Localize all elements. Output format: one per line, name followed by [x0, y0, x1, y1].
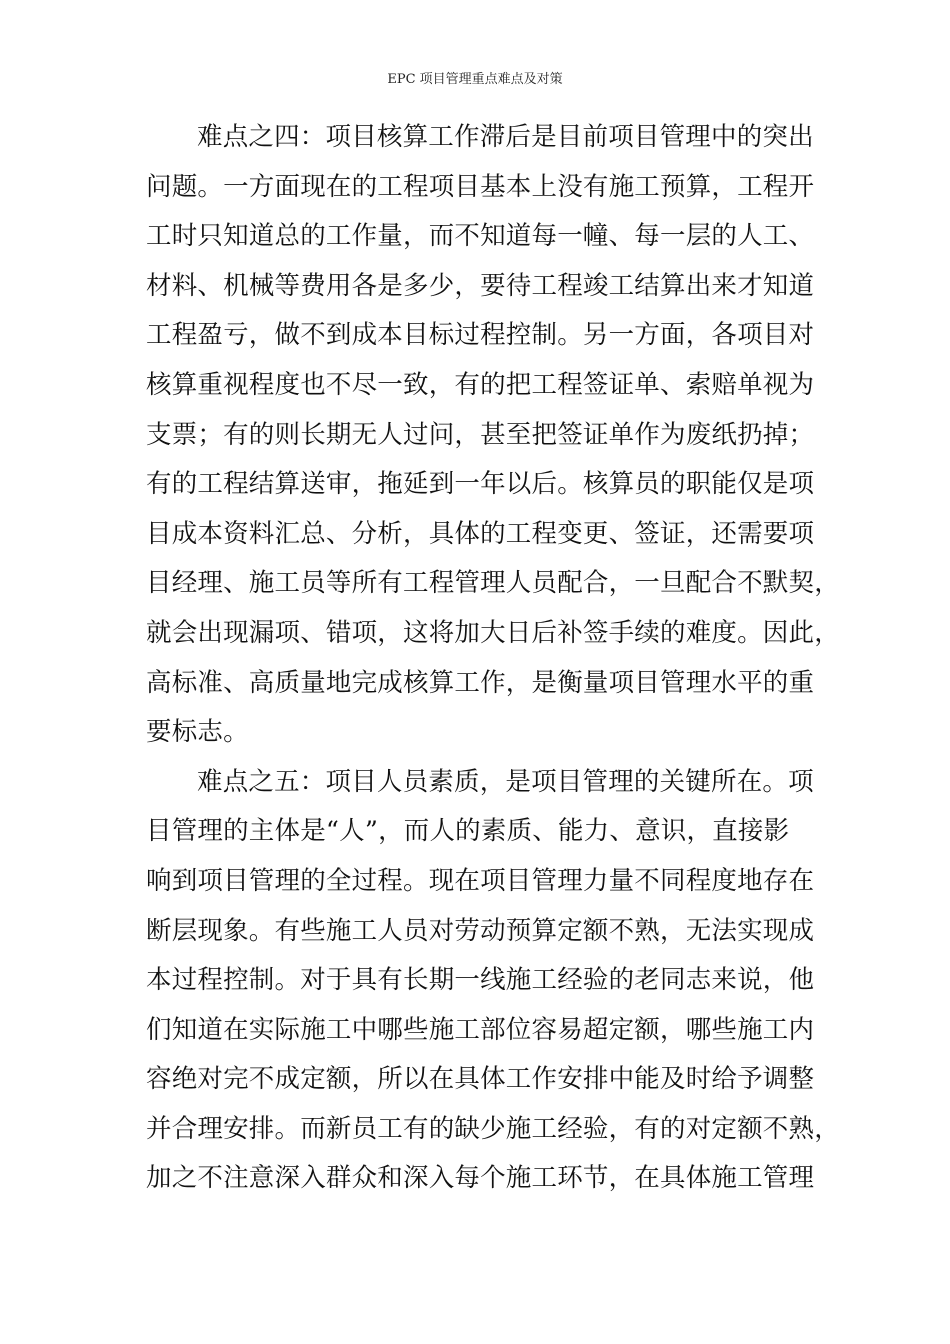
text-line: 材料、机械等费用各是多少，要待工程竣工结算出来才知道 — [146, 270, 815, 301]
text-line: 本过程控制。对于具有长期一线施工经验的老同志来说，他 — [146, 965, 815, 996]
text-line: 响到项目管理的全过程。现在项目管理力量不同程度地存在 — [146, 865, 815, 896]
text-line: 有的工程结算送审，拖延到一年以后。核算员的职能仅是项 — [146, 469, 815, 500]
text-line: 们知道在实际施工中哪些施工部位容易超定额，哪些施工内 — [146, 1014, 815, 1045]
text-line: 高标准、高质量地完成核算工作，是衡量项目管理水平的重 — [146, 667, 815, 698]
text-line: 并合理安排。而新员工有的缺少施工经验，有的对定额不熟， — [146, 1113, 840, 1144]
text-line: 难点之四：项目核算工作滞后是目前项目管理中的突出 — [197, 122, 814, 152]
text-line: 加之不注意深入群众和深入每个施工环节，在具体施工管理 — [146, 1163, 815, 1194]
page-header: EPC 项目管理重点难点及对策 — [387, 72, 563, 87]
text-line: 要标志。 — [146, 717, 249, 748]
text-line: 容绝对完不成定额，所以在具体工作安排中能及时给予调整 — [146, 1064, 815, 1095]
paragraph-difficulty-four — [146, 113, 840, 758]
text-line: 支票；有的则长期无人过问，甚至把签证单作为废纸扔掉； — [146, 419, 815, 450]
text-line: 就会出现漏项、错项，这将加大日后补签手续的难度。因此， — [146, 617, 840, 648]
text-line: 目管理的主体是“人”，而人的素质、能力、意识，直接影 — [146, 816, 790, 847]
text-line: 问题。一方面现在的工程项目基本上没有施工预算，工程开 — [146, 171, 815, 202]
text-line: 难点之五：项目人员素质，是项目管理的关键所在。项 — [197, 766, 814, 797]
document-body — [146, 113, 840, 1204]
text-line: 工时只知道总的工作量，而不知道每一幢、每一层的人工、 — [146, 221, 815, 252]
text-line: 目成本资料汇总、分析，具体的工程变更、签证，还需要项 — [146, 518, 815, 549]
text-line: 目经理、施工员等所有工程管理人员配合，一旦配合不默契， — [146, 568, 840, 599]
text-line: 工程盈亏，做不到成本目标过程控制。另一方面，各项目对 — [146, 320, 815, 351]
paragraph-difficulty-five — [146, 758, 840, 1204]
text-line: 断层现象。有些施工人员对劳动预算定额不熟，无法实现成 — [146, 915, 815, 946]
text-line: 核算重视程度也不尽一致，有的把工程签证单、索赔单视为 — [146, 369, 815, 400]
